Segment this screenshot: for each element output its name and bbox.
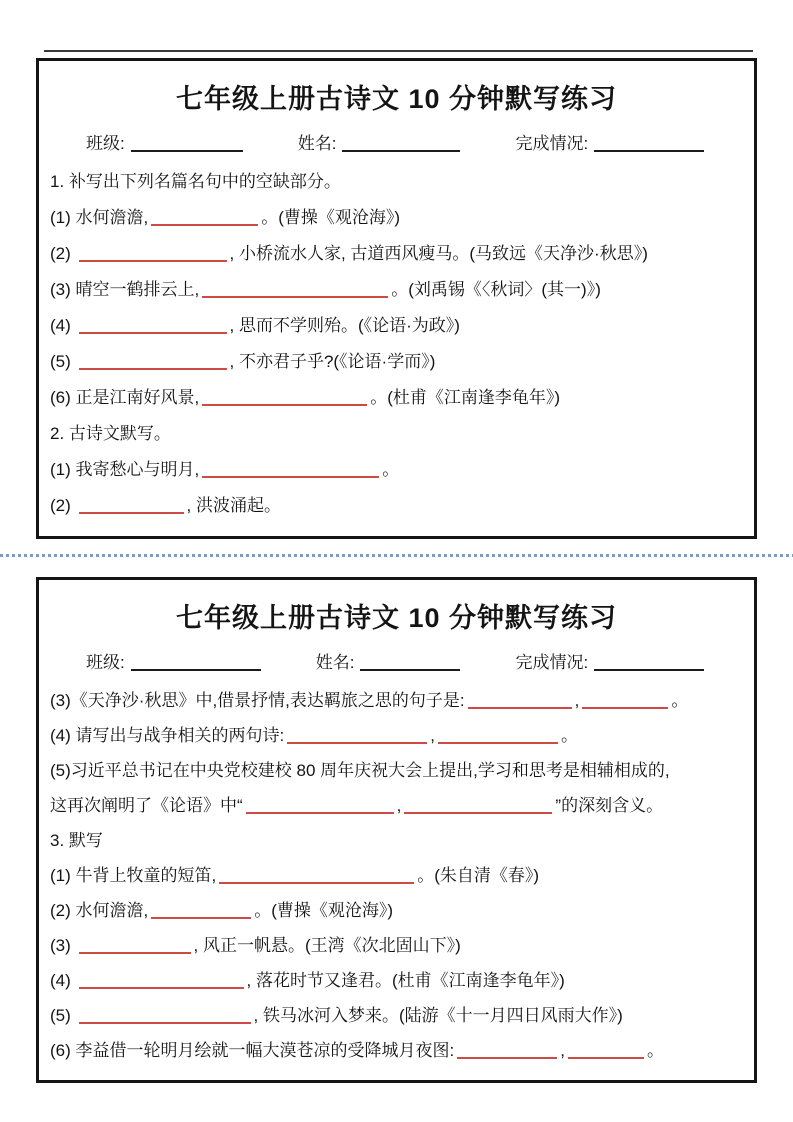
header-fields <box>46 129 747 159</box>
page-top-rule <box>44 50 753 52</box>
header-field <box>86 129 246 159</box>
question-line <box>50 998 747 1033</box>
line-text: (6) 正是江南好风景, <box>50 388 200 407</box>
line-text: 1. 补写出下列名篇名句中的空缺部分。 <box>50 172 341 191</box>
fill-in-blank <box>79 1010 251 1024</box>
line-text: , 小桥流水人家, 古道西风瘦马。(马致远《天净沙·秋思》) <box>229 244 648 263</box>
line-text: (1) 我寄愁心与明月, <box>50 460 200 479</box>
line-text: , <box>574 691 580 710</box>
question-line <box>50 308 747 344</box>
question-line <box>50 488 747 524</box>
fill-in-blank <box>568 1045 644 1059</box>
field-label: 完成情况: <box>515 653 589 672</box>
line-text: 。 <box>646 1041 664 1060</box>
sheet-body <box>46 683 747 1068</box>
line-text: 。(曹操《观沧海》) <box>254 901 394 920</box>
line-text: 。 <box>382 460 400 479</box>
line-text: , 思而不学则殆。(《论语·为政》) <box>229 316 460 335</box>
line-text: 。(曹操《观沧海》) <box>261 208 401 227</box>
fill-in-blank <box>202 464 379 478</box>
line-text: (1) 水何澹澹, <box>50 208 149 227</box>
line-text: 。(朱自清《春》) <box>417 866 540 885</box>
question-line <box>50 893 747 928</box>
question-line <box>50 200 747 236</box>
field-label: 班级: <box>86 134 125 153</box>
dotted-cut-line <box>0 554 793 557</box>
line-text: (2) 水何澹澹, <box>50 901 149 920</box>
question-line <box>50 823 747 858</box>
sheet-title: 七年级上册古诗文 10 分钟默写练习 <box>175 84 618 114</box>
line-text: , 落花时节又逢君。(杜甫《江南逢李龟年》) <box>246 971 565 990</box>
sheet-title: 七年级上册古诗文 10 分钟默写练习 <box>175 603 618 633</box>
line-text: (3) <box>50 936 76 955</box>
header-field <box>515 129 707 159</box>
fill-in-blank <box>151 905 251 919</box>
fill-in-blank <box>202 284 388 298</box>
fill-in-blank <box>202 392 367 406</box>
line-text: (5) <box>50 352 76 371</box>
worksheet-box-2 <box>36 577 757 1083</box>
sheet-body <box>46 164 747 524</box>
fill-in-blank <box>79 975 244 989</box>
fill-in-blank <box>151 212 258 226</box>
line-text: (3) 晴空一鹤排云上, <box>50 280 200 299</box>
line-text: (2) <box>50 496 76 515</box>
question-line <box>50 963 747 998</box>
fill-in-blank <box>457 1045 557 1059</box>
question-line <box>50 928 747 963</box>
line-text: (6) 李益借一轮明月绘就一幅大漠苍凉的受降城月夜图: <box>50 1041 455 1060</box>
field-label: 姓名: <box>297 134 337 153</box>
line-text: , 洪波涌起。 <box>186 496 281 515</box>
fill-in-blank <box>79 248 227 262</box>
fill-in-blank <box>438 730 558 744</box>
question-line <box>50 452 747 488</box>
question-line <box>50 718 747 753</box>
line-text: ”的深刻含义。 <box>555 796 664 815</box>
line-text: , 风正一帆悬。(王湾《次北固山下》) <box>193 936 461 955</box>
fill-in-blank <box>594 138 704 152</box>
field-label: 姓名: <box>315 653 355 672</box>
question-line <box>50 788 747 823</box>
field-label: 完成情况: <box>515 134 589 153</box>
fill-in-blank <box>594 657 704 671</box>
fill-in-blank <box>582 695 668 709</box>
question-line <box>50 858 747 893</box>
question-line <box>50 272 747 308</box>
question-line <box>50 344 747 380</box>
question-line <box>50 1033 747 1068</box>
fill-in-blank <box>79 320 227 334</box>
worksheet-box-1 <box>36 58 757 539</box>
line-text: (3)《天净沙·秋思》中,借景抒情,表达羁旅之思的句子是: <box>50 691 465 710</box>
question-line <box>50 236 747 272</box>
fill-in-blank <box>79 356 227 370</box>
line-text: 3. 默写 <box>50 831 103 850</box>
line-text: , <box>396 796 402 815</box>
line-text: (4) <box>50 316 76 335</box>
fill-in-blank <box>468 695 572 709</box>
line-text: , 不亦君子乎?(《论语·学而》) <box>229 352 436 371</box>
line-text: , <box>560 1041 565 1060</box>
question-line <box>50 416 747 452</box>
line-text: (4) <box>50 971 76 990</box>
fill-in-blank <box>246 800 394 814</box>
line-text: , <box>430 726 435 745</box>
question-line <box>50 380 747 416</box>
line-text: 这再次阐明了《论语》中“ <box>50 796 243 815</box>
header-field <box>515 648 707 678</box>
fill-in-blank <box>79 940 191 954</box>
fill-in-blank <box>360 657 460 671</box>
line-text: (5)习近平总书记在中央党校建校 80 周年庆祝大会上提出,学习和思考是相辅相成的, <box>50 761 670 780</box>
line-text: (1) 牛背上牧童的短笛, <box>50 866 217 885</box>
question-line <box>50 683 747 718</box>
question-line <box>50 753 747 788</box>
line-text: 。 <box>560 726 578 745</box>
question-line <box>50 164 747 200</box>
fill-in-blank <box>79 500 184 514</box>
line-text: 。(刘禹锡《〈秋词〉(其一)》) <box>391 280 601 299</box>
line-text: 。(杜甫《江南逢李龟年》) <box>370 388 561 407</box>
line-text: (4) 请写出与战争相关的两句诗: <box>50 726 285 745</box>
fill-in-blank <box>287 730 427 744</box>
fill-in-blank <box>131 138 243 152</box>
fill-in-blank <box>342 138 460 152</box>
line-text: 2. 古诗文默写。 <box>50 424 171 443</box>
line-text: (5) <box>50 1006 76 1025</box>
header-field <box>298 129 464 159</box>
header-field <box>316 648 464 678</box>
line-text: (2) <box>50 244 76 263</box>
line-text: 。 <box>671 691 689 710</box>
field-label: 班级: <box>86 653 125 672</box>
fill-in-blank <box>131 657 261 671</box>
fill-in-blank <box>404 800 552 814</box>
header-fields <box>46 648 747 678</box>
fill-in-blank <box>219 870 414 884</box>
header-field <box>86 648 264 678</box>
line-text: , 铁马冰河入梦来。(陆游《十一月四日风雨大作》) <box>253 1006 623 1025</box>
